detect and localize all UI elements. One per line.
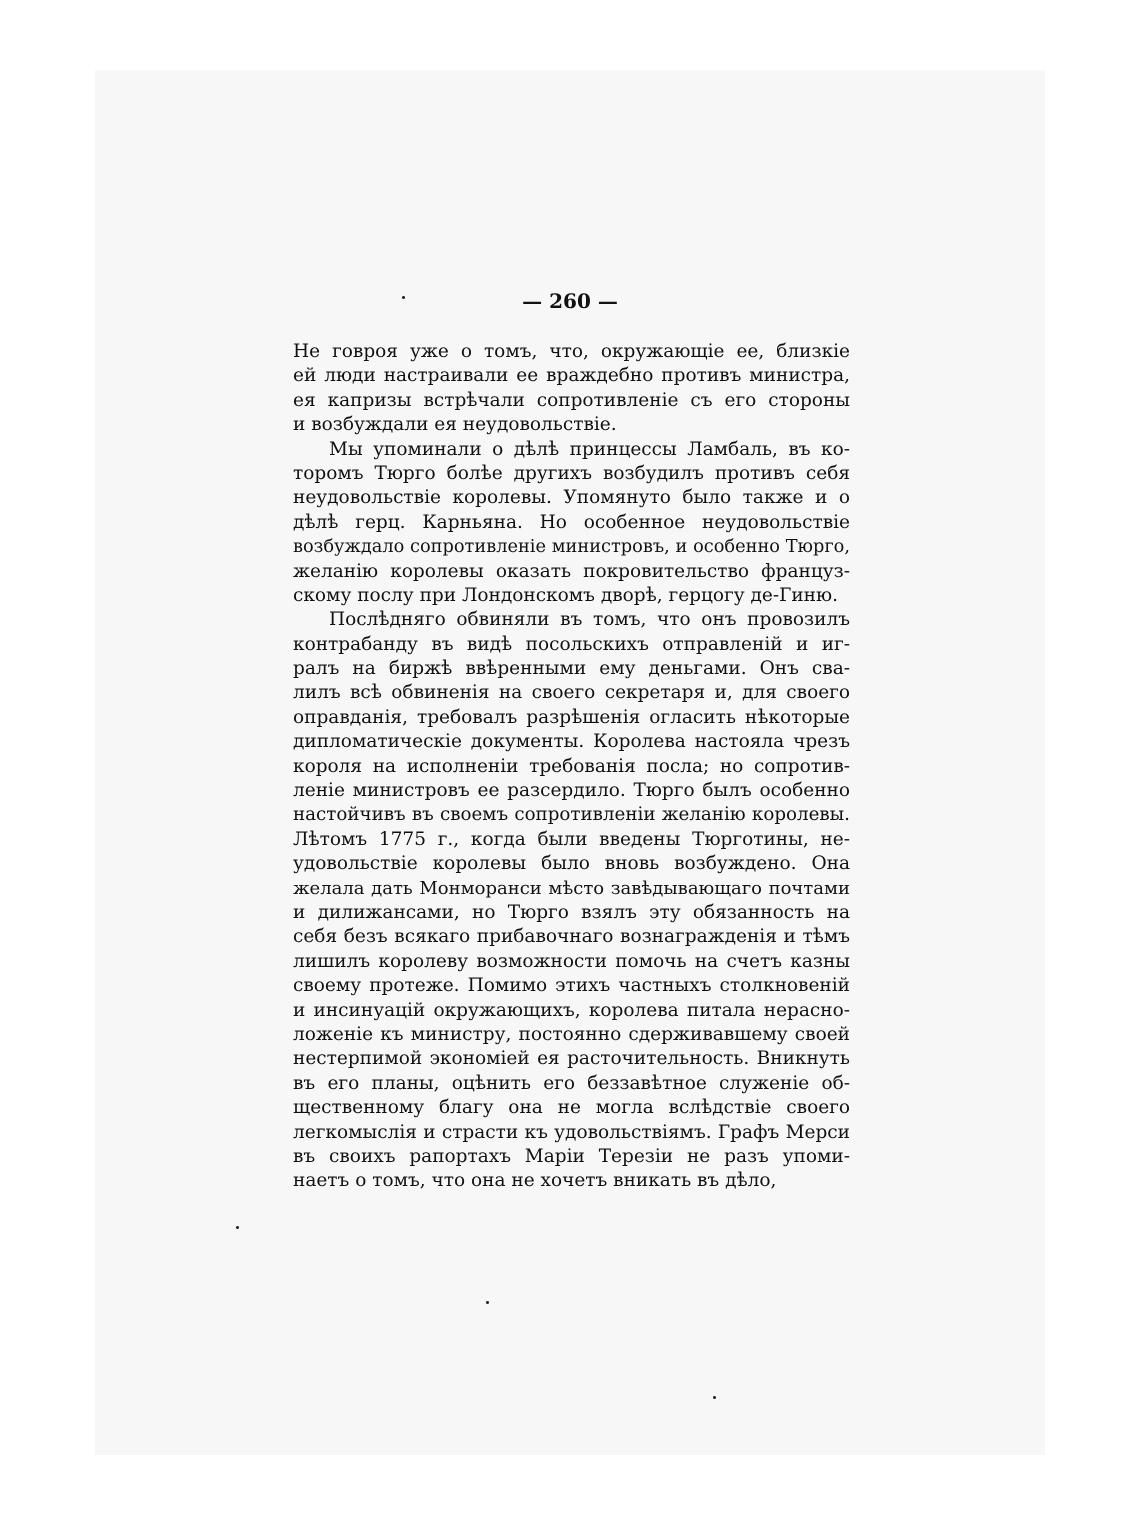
paragraph: [293, 438, 850, 609]
text-line: въ его планы, оцѣнить его беззавѣтное служеніе об-: [293, 1072, 850, 1094]
text-line: удовольствіе королевы было вновь возбуждено. Она: [293, 853, 850, 875]
text-line: щественному благу она не могла вслѣдствіе своего: [293, 1097, 850, 1119]
paragraph: [293, 340, 850, 438]
text-line: наетъ о томъ, что она не хочетъ вникать въ дѣло,: [293, 1170, 777, 1192]
text-line: въ своихъ рапортахъ Маріи Терезіи не разъ упоми-: [293, 1145, 850, 1167]
text-line: лишилъ королеву возможности помочь на счетъ казны: [293, 950, 850, 972]
scan-speck: [402, 296, 405, 299]
text-line: легкомыслія и страсти къ удовольствіямъ. Графъ Мерси: [293, 1121, 850, 1143]
text-line: ея капризы встрѣчали сопротивленіе съ его стороны: [293, 389, 850, 411]
text-line: дипломатическіе документы. Королева настояла чрезъ: [293, 731, 850, 753]
text-line: короля на исполненіи требованія посла; но сопротив-: [293, 755, 850, 777]
text-line: нестерпимой экономіей ея расточительность. Вникнуть: [293, 1048, 850, 1070]
text-line: ей люди настраивали ее враждебно противъ министра,: [293, 365, 850, 387]
paragraph: [293, 608, 850, 1193]
text-line: ралъ на биржѣ ввѣренными ему деньгами. Онъ сва-: [293, 658, 850, 680]
text-line: лилъ всѣ обвиненія на своего секретаря и, для своего: [293, 682, 850, 704]
body-text: [293, 340, 850, 1194]
text-line: дѣлѣ герц. Карньяна. Но особенное неудовольствіе: [293, 511, 850, 533]
text-line: скому послу при Лондонскомъ дворѣ, герцогу де-Гиню.: [293, 584, 838, 606]
text-line: Лѣтомъ 1775 г., когда были введены Тюрготины, не-: [293, 828, 850, 850]
page-number: — 260 —: [522, 289, 618, 313]
text-line: оправданія, требовалъ разрѣшенія огласить нѣкоторые: [293, 706, 850, 728]
text-line: ложеніе къ министру, постоянно сдерживавшему своей: [293, 1023, 850, 1045]
text-line: возбуждало сопротивленіе министровъ, и особенно Тюрго,: [293, 537, 850, 558]
text-line: торомъ Тюрго болѣе другихъ возбудилъ противъ себя: [293, 462, 850, 484]
text-line: и возбуждали ея неудовольствіе.: [293, 414, 617, 436]
text-line: Мы упоминали о дѣлѣ принцессы Ламбаль, въ ко-: [329, 438, 850, 460]
scan-speck: [486, 1301, 489, 1304]
text-line: и инсинуацій окружающихъ, королева питала нерасно-: [293, 999, 850, 1021]
text-line: желала дать Монморанси мѣсто завѣдывающаго почтами: [293, 877, 850, 899]
text-line: настойчивъ въ своемъ сопротивленіи желанію королевы.: [293, 804, 850, 826]
text-line: желанію королевы оказать покровительство француз-: [293, 560, 850, 582]
text-line: леніе министровъ ее разсердило. Тюрго былъ особенно: [293, 780, 850, 802]
scan-speck: [713, 1396, 716, 1399]
text-line: Не говроя уже о томъ, что, окружающіе ее, близкіе: [293, 341, 850, 362]
text-line: своему протеже. Помимо этихъ частныхъ столкновеній: [293, 975, 850, 997]
text-line: контрабанду въ видѣ посольскихъ отправленій и иг-: [293, 633, 850, 655]
text-line: себя безъ всякаго прибавочнаго вознагражденія и тѣмъ: [293, 926, 850, 948]
scan-speck: [236, 1226, 239, 1229]
text-line: и дилижансами, но Тюрго взялъ эту обязанность на: [293, 901, 850, 923]
text-line: неудовольствіе королевы. Упомянуто было также и о: [293, 487, 850, 509]
text-line: Послѣдняго обвиняли въ томъ, что онъ провозилъ: [329, 609, 850, 631]
